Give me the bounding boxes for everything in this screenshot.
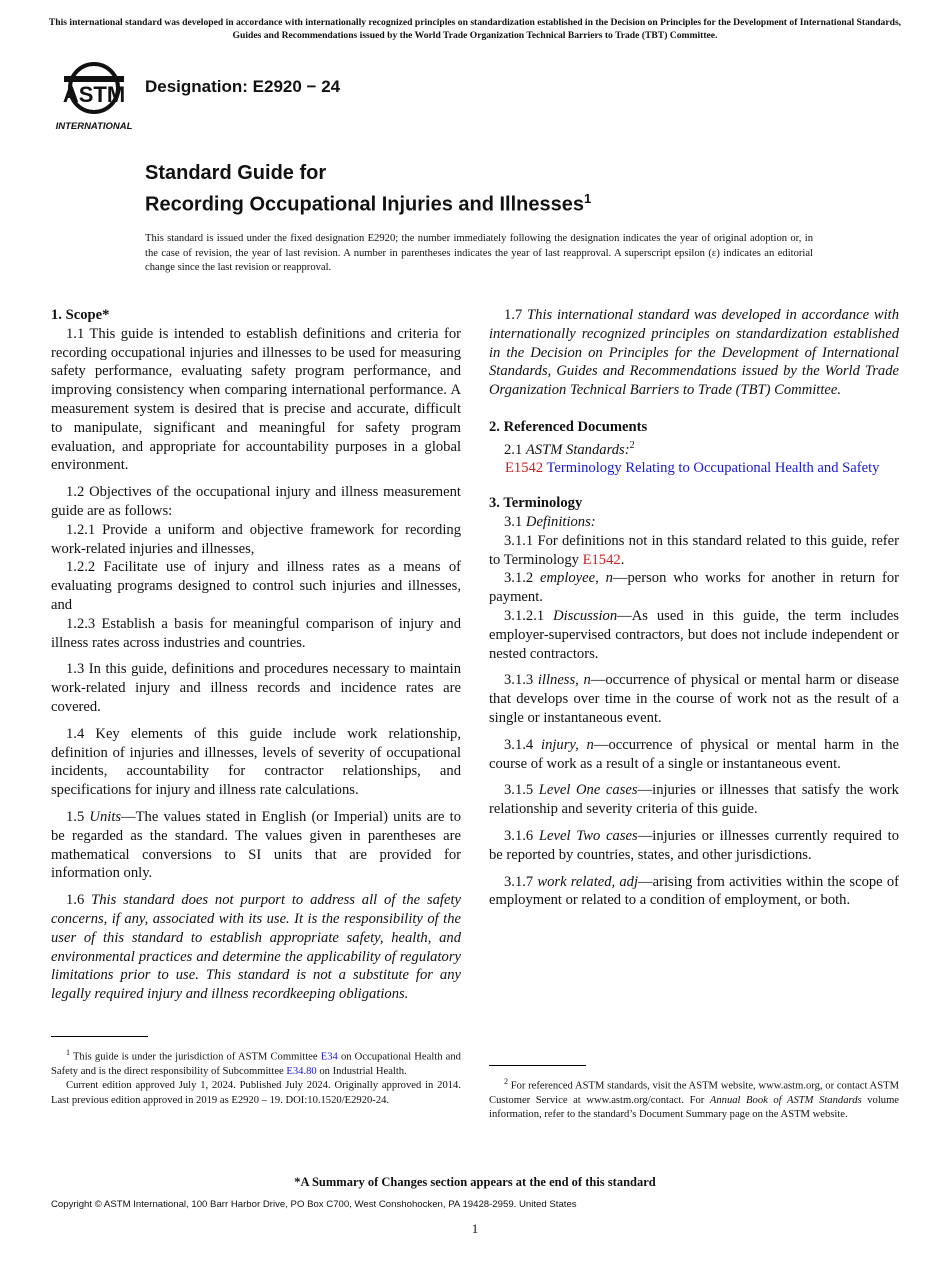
para-3-1-4-term: injury, n xyxy=(541,736,594,753)
para-3-1-3-num: 3.1.3 xyxy=(504,672,534,689)
para-3-1-2-1-text: —As used in this guide, the term includes employer-supervised contractors, but does not include independent or nested contractors. xyxy=(489,608,899,662)
para-2-1-mark: 2 xyxy=(629,439,635,451)
para-1-3: 1.3 In this guide, definitions and procedures necessary to maintain work-related injury and illness records and incidence rates are covered. xyxy=(51,661,461,715)
title-line-1: Standard Guide for xyxy=(145,162,327,184)
fn1-text-c: on Industrial Health. xyxy=(319,1065,407,1077)
para-3-1-num: 3.1 xyxy=(504,514,523,531)
para-1-7 xyxy=(489,306,899,400)
fn1-link-e34[interactable]: E34 xyxy=(320,1051,338,1063)
para-1-7-text: This international standard was developed in accordance with internationally recognized principles on standardization established in the Decision on Principles for the Development of International Standards, Guides and Recommendations issued by the World Trade Organization Technical Barriers to Trade (TBT) Committee. xyxy=(489,307,900,399)
para-3-1-2-1-num: 3.1.2.1 xyxy=(504,608,545,625)
fn2-mark: 2 xyxy=(504,1077,508,1086)
page-number: 1 xyxy=(471,1221,479,1236)
para-2-1-num: 2.1 xyxy=(504,441,523,458)
para-3-1-3 xyxy=(489,671,899,727)
para-3-1-3-term: illness, n xyxy=(537,672,591,689)
para-1-7-num: 1.7 xyxy=(504,307,523,323)
para-3-1-2-num: 3.1.2 xyxy=(504,570,534,587)
fn2-italic: Annual Book of ASTM Standards xyxy=(709,1094,862,1106)
para-3-1-2-text: —person who works for another in return for payment. xyxy=(489,570,899,606)
para-1-5-text: —The values stated in English (or Imperial) units are to be regarded as the standard. The values given in parentheses are mathematical conversions to SI units that are provided for information only. xyxy=(51,808,461,882)
referenced-heading: 2. Referenced Documents xyxy=(489,418,648,435)
para-3-1 xyxy=(489,513,899,532)
footnote-rule-right xyxy=(489,1065,586,1066)
summary-of-changes-note: *A Summary of Changes section appears at the end of this standard xyxy=(294,1175,656,1189)
para-1-2: 1.2 Objectives of the occupational injury and illness measurement guide are as follows: xyxy=(51,484,461,519)
para-3-1-7 xyxy=(489,873,899,911)
para-1-6-num: 1.6 xyxy=(66,892,85,909)
para-3-1-2-term: employee, n xyxy=(540,570,613,587)
para-3-1-5-term: Level One cases xyxy=(538,782,638,799)
para-1-6-text: This standard does not purport to address all of the safety concerns, if any, associated with its use. It is the responsibility of the user of this standard to establish appropriate safety, health, and environmental practices and determine the applicability of regulatory limitations prior to use. This standard is not a substitute for any legally required injury and illness recordkeeping obligations. xyxy=(51,892,461,1003)
footnote-1 xyxy=(51,1046,461,1108)
para-3-1-1-text: 3.1.1 For definitions not in this standard related to this guide, refer to Terminology xyxy=(489,532,899,568)
ref-code-link[interactable]: E1542 xyxy=(505,460,544,477)
para-3-1-4-text: —occurrence of physical or mental harm in the course of work as a result of a single or instantaneous event. xyxy=(489,736,899,772)
logo-subtext: INTERNATIONAL xyxy=(55,121,133,132)
para-1-2-2: 1.2.2 Facilitate use of injury and illness rates as a means of evaluating programs designed to control such injuries and illnesses, and xyxy=(51,559,461,613)
logo-letters: ASTM xyxy=(62,82,126,107)
astm-logo-graphic xyxy=(54,58,134,132)
fn2-text-a: For referenced ASTM standards, visit the ASTM website, www.astm.org, or contact ASTM Customer Service at www.astm.org/contact. For xyxy=(489,1080,899,1106)
para-2-1-term: ASTM Standards: xyxy=(525,441,630,458)
footnote-rule-left xyxy=(51,1036,148,1037)
para-1-1: 1.1 This guide is intended to establish definitions and criteria for recording occupational injuries and illnesses to be used for measuring safety performance, evaluating safety program performance, and improving consistency when comparing international performance. A measurement system is desired that is precise and accurate, difficult to manipulate, significant and meaningful for safety program evaluation, and appropriate for accountability purposes in a global environment. xyxy=(51,325,461,474)
fn1-text-a: This guide is under the jurisdiction of ASTM Committee xyxy=(72,1051,318,1063)
para-3-1-6-term: Level Two cases xyxy=(538,827,638,844)
para-3-1-term: Definitions: xyxy=(525,514,596,531)
fn2-text-b: volume information, refer to the standard’s Document Summary page on the ASTM website. xyxy=(489,1094,900,1121)
para-3-1-6 xyxy=(489,827,899,865)
designation: Designation: E2920 − 24 xyxy=(145,77,341,96)
fn1-approved: Current edition approved July 1, 2024. Published July 2024. Originally approved in 2014. Last previous edition approved in 2019 as E2920 – 19. DOI:10.1520/E2920-24. xyxy=(51,1080,461,1106)
ref-title-link[interactable]: Terminology Relating to Occupational Health and Safety xyxy=(546,460,880,477)
para-1-6 xyxy=(51,891,461,1004)
para-3-1-7-text: —arising from activities within the scope of employment or related to a condition of employment, or both. xyxy=(489,873,900,909)
para-3-1-2-1-term: Discussion xyxy=(553,608,618,625)
para-3-1-5 xyxy=(489,781,899,819)
para-1-5-num: 1.5 xyxy=(66,808,85,825)
para-1-2-1: 1.2.1 Provide a uniform and objective framework for recording work-related injuries and illnesses, xyxy=(51,521,461,557)
fn1-mark: 1 xyxy=(66,1048,70,1057)
issued-note: This standard is issued under the fixed designation E2920; the number immediately following the designation indicates the year of original adoption or, in the case of revision, the year of last revision. A number in parentheses indicates the year of last reapproval. A superscript epsilon (ε) indicates an editorial change since the last revision or reapproval. xyxy=(145,233,813,274)
title-footnote-mark: 1 xyxy=(584,191,592,206)
para-3-1-1: 3.1.1 For definitions not in this standard related to this guide, refer to Terminology E1542. xyxy=(489,532,899,568)
para-3-1-4-num: 3.1.4 xyxy=(504,736,534,753)
para-3-1-2 xyxy=(489,569,899,607)
fn1-text-b: on Occupational Health and Safety and is the direct responsibility of Subcommittee xyxy=(51,1051,461,1077)
para-1-2-3: 1.2.3 Establish a basis for meaningful comparison of injury and illness rates across industries and countries. xyxy=(51,615,461,651)
left-column xyxy=(51,306,461,1004)
copyright: Copyright © ASTM International, 100 Barr Harbor Drive, PO Box C700, West Conshohocken, PA 19428-2959. United States xyxy=(51,1199,577,1210)
para-3-1-1-ref-link[interactable]: E1542 xyxy=(582,551,621,568)
scope-heading: 1. Scope* xyxy=(51,307,110,323)
astm-logo xyxy=(54,58,134,132)
para-1-5-term: Units xyxy=(89,808,122,825)
para-1-4: 1.4 Key elements of this guide include work relationship, definition of injuries and illnesses, levels of severity of occupational incidents, accountability for contractor relationships, and specifications for injury and illness rate calculations. xyxy=(51,725,461,799)
para-2-1 xyxy=(489,437,899,460)
fn1-link-e3480[interactable]: E34.80 xyxy=(286,1065,317,1077)
para-3-1-3-text: —occurrence of physical or mental harm or disease that develops over time in the course of work not as the result of a single or instantaneous event. xyxy=(489,672,900,726)
para-3-1-7-num: 3.1.7 xyxy=(504,873,534,890)
ref-e1542[interactable] xyxy=(489,459,899,478)
para-1-5 xyxy=(51,808,461,883)
para-3-1-2-1 xyxy=(489,607,899,663)
footnote-2 xyxy=(489,1075,899,1123)
tbt-notice: This international standard was developed in accordance with internationally recognized principles on standardization established in the Decision on Principles for the Development of International Standards, Guides and Recommendations issued by the World Trade Organization Technical Barriers to Trade (TBT) Committee. xyxy=(48,17,902,41)
para-3-1-6-num: 3.1.6 xyxy=(504,827,534,844)
terminology-heading: 3. Terminology xyxy=(489,495,583,512)
para-3-1-5-text: —injuries or illnesses that satisfy the work relationship and severity criteria of this guide. xyxy=(489,782,899,818)
right-column xyxy=(489,306,899,910)
para-3-1-4 xyxy=(489,736,899,774)
para-3-1-5-num: 3.1.5 xyxy=(504,782,534,799)
para-3-1-6-text: —injuries or illnesses currently required to be reported by countries, states, and other jurisdictions. xyxy=(489,827,899,863)
title-line-2: Recording Occupational Injuries and Illnesses xyxy=(145,193,585,216)
para-3-1-7-term: work related, adj xyxy=(537,873,639,890)
page-title xyxy=(145,160,591,218)
